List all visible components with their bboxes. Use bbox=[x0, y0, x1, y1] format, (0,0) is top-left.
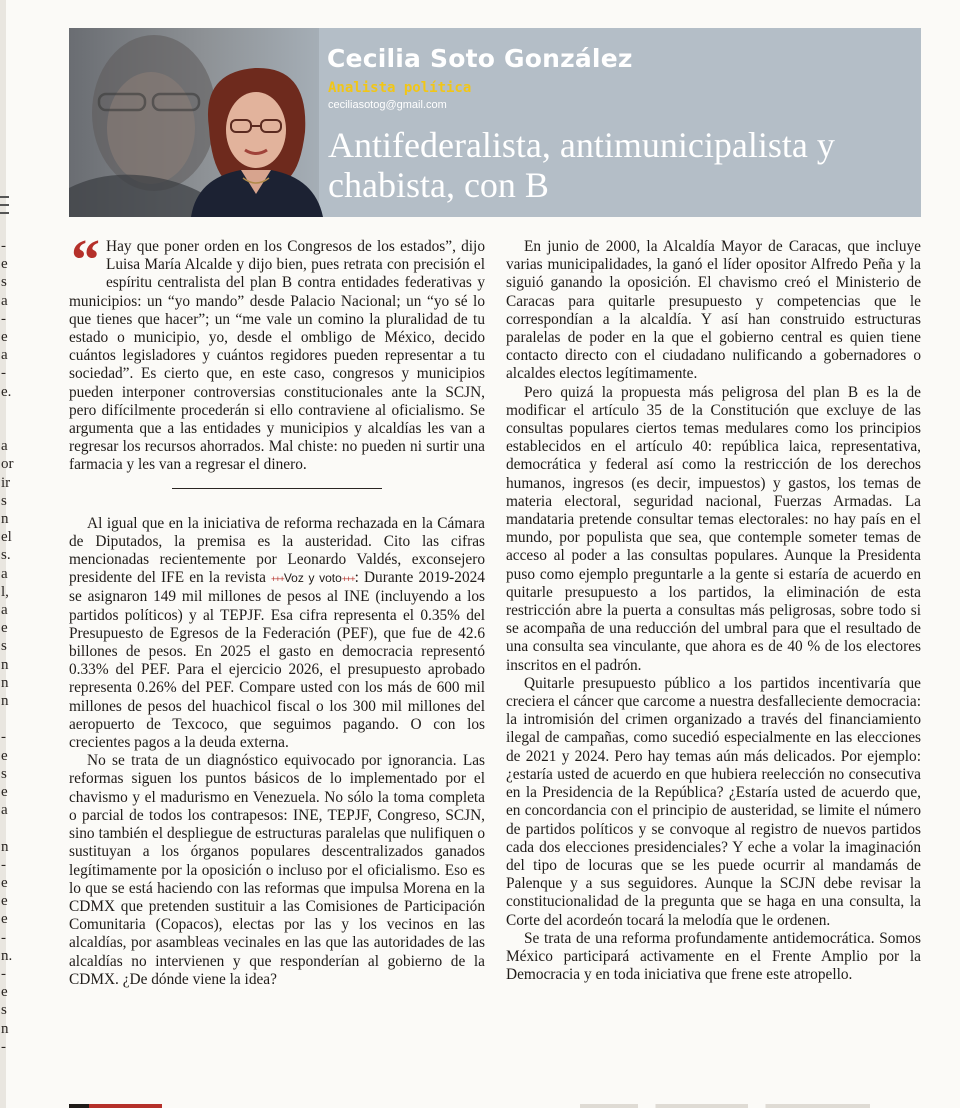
edge-fragment: - bbox=[1, 966, 6, 982]
edge-fragment: - bbox=[1, 365, 6, 382]
paragraph: En junio de 2000, la Alcaldía Mayor de Caracas, que incluye varias municipalidades, la ganó el líder opositor Alfredo Peña y la siguió ganando la oposición. El chavismo creó el Ministerio de Caracas para quitarle presupuesto y competencias que le correspondían a la alcaldía. Y así han construido estructuras paralelas de poder en la que el gobierno central es quien tiene contacto directo con el ciudadano nulificando a gobernadores o alcaldes electos legítimamente. bbox=[506, 238, 921, 383]
footer-cropped-text bbox=[580, 1104, 870, 1108]
edge-fragment: - bbox=[1, 1038, 6, 1055]
author-email[interactable]: ceciliasotog@gmail.com bbox=[328, 99, 447, 111]
edge-fragment: ir bbox=[1, 474, 11, 491]
edge-fragment: a bbox=[1, 602, 8, 618]
edge-fragment: e bbox=[1, 256, 8, 273]
paragraph bbox=[69, 515, 485, 753]
edge-fragment: e bbox=[1, 893, 8, 910]
author-photo-icon bbox=[181, 54, 331, 217]
edge-fragment: a bbox=[1, 438, 8, 455]
edge-fragment: or bbox=[1, 456, 14, 473]
edge-fragment: e bbox=[1, 329, 8, 345]
footer-rule bbox=[69, 1104, 162, 1108]
edge-fragment: - bbox=[1, 729, 6, 746]
article-column-right bbox=[506, 238, 921, 984]
edge-fragment: a bbox=[1, 292, 8, 309]
edge-fragment: e bbox=[1, 747, 8, 764]
lead-paragraph-text: Hay que poner orden en los Congresos de los estados”, dijo Luisa María Alcalde y dijo bien, pues retrata con precisión el espíritu centralista del plan B contra entidades federativas y municipios: un “yo mando” desde Palacio Nacional; un “yo sé lo que tienes que hacer”; un “me vale un comino la pluralidad de tu estado o municipio, yo, desde el ombligo de México, decido cuántos legisladores y cuántos regidores pueden representar a tu sociedad”. Es cierto que, en este caso, congresos y municipios pueden interponer controversias constitucionales ante la SCJN, pero difícilmente procederán si ello contraviene al oficialismo. Se argumenta que a las entidades y municipios y alcaldías les van a regresar los recursos ahorrados. Mal chiste: no pueden ni surtir una farmacia y les van a regresar el dinero. bbox=[69, 238, 485, 474]
lead-paragraph bbox=[69, 227, 485, 475]
article-column-left bbox=[69, 227, 485, 989]
paragraph-text: : Durante 2019-2024 se asignaron 149 mil millones de pesos al INE (incluyendo a los partidos políticos) y al TEPJF. Esa cifra representa el 0.35% del Presupuesto de Egresos de la Federación (PEF), que fue de 42.6 billones de pesos. En 2025 el gasto en democracia representó 0.33% del PEF. Para el ejercicio 2026, el presupuesto aprobado representa 0.26% del PEF. Compare usted con los más de 600 mil millones de pesos del huachicol fiscal o los 300 mil millones del aeropuerto de Texcoco, que seguimos pagando. O con los crecientes pagos a la deuda externa. bbox=[69, 569, 485, 752]
edge-fragment: el bbox=[1, 529, 12, 546]
adjacent-column-edge bbox=[0, 0, 14, 1108]
edge-fragment: - bbox=[1, 238, 6, 254]
paragraph: No se trata de un diagnóstico equivocado por ignorancia. Las reformas siguen los puntos básicos de lo implementado por el chavismo y el madurismo en Venezuela. No sólo la toma completa o parcial de todos los contrapesos: INE, TEPJF, Congreso, SCJN, sino también el despliegue de estructuras paralelas que nulifiquen o sustituyan a los órganos populares descentralizados ganados legítimamente por la oposición o incluso por el oficialismo. Eso es lo que se está haciendo con las reformas que impulsa Morena en la CDMX que pretenden sustituir a las Comisiones de Participación Comunitaria (Copacos), electas por las y los vecinos en las alcaldías, por asambleas vecinales en las que las autoridades de las alcaldías no intervienen y que responderían al gobierno de la CDMX. ¿De dónde viene la idea? bbox=[69, 752, 485, 988]
edge-fragment: s. bbox=[1, 547, 11, 564]
brand-name: Voz y voto bbox=[283, 571, 342, 586]
edge-fragment: - bbox=[1, 856, 6, 873]
edge-fragment: s bbox=[1, 638, 7, 655]
edge-fragment: n bbox=[1, 511, 9, 527]
edge-fragment: e bbox=[1, 875, 8, 891]
edge-fragment: a bbox=[1, 802, 8, 819]
menu-icon bbox=[0, 196, 9, 214]
edge-fragment: e bbox=[1, 620, 8, 637]
edge-fragment: e bbox=[1, 911, 8, 928]
edge-fragment: e. bbox=[1, 383, 12, 400]
paragraph: Quitarle presupuesto público a los partidos incentivaría que creciera el cáncer que carcome a nuestra desfalleciente democracia: la intromisión del crimen organizado a través del financiamiento ilegal de campañas, como sucedió especialmente en las elecciones de 2021 y 2024. Pero hay temas aún más delicados. Por ejemplo: ¿estaría usted de acuerdo en que hubiera reelección no consecutiva en la Presidencia de la República? ¿Estaría usted de acuerdo que, en concordancia con el principio de austeridad, se limite el número de partidos políticos y se convoque al registro de nuevos partidos cada dos elecciones presidenciales? Y eche a volar la imaginación del tipo de locuras que se les puede ocurrir al mandamás de Palenque y a sus seguidores. Aunque la SCJN debe revisar la constitucionalidad de la pregunta que se haga en una consulta, la Corte del acordeón tocará la melodía que le ordenen. bbox=[506, 674, 921, 929]
column-header bbox=[69, 28, 921, 217]
paragraph: Pero quizá la propuesta más peligrosa del plan B es la de modificar el artículo 35 de la Constitución que excluye de las consultas populares ciertos temas medulares como los principios establecidos en el artículo 40: república laica, representativa, democrática y federal así como la restricción de los derechos humanos, ingresos (es decir, impuestos) y gastos, los temas de materia electoral, seguridad nacional, Fuerzas Armadas. La mandataria pretende consultar temas electorales: no hay país en el mundo, por populista que sea, que contemple someter temas de acceso al poder a las consultas populares. Aunque la Presidenta puso como ejemplo preguntarle a la gente si estaría de acuerdo en quitarle presupuesto a los partidos, la eliminación de esta restricción abre la puerta a consultas más peligrosas, sobre todo si se acompaña de una reducción del umbral para que el resultado de una consulta sea vinculante, que ahora es de 40 % de los electores inscritos en el padrón. bbox=[506, 383, 921, 674]
edge-fragment: s bbox=[1, 765, 7, 782]
edge-fragment: n bbox=[1, 693, 9, 709]
section-divider bbox=[172, 488, 382, 489]
edge-fragment: s bbox=[1, 1002, 7, 1019]
edge-fragment: - bbox=[1, 310, 6, 327]
edge-fragment: a bbox=[1, 565, 8, 582]
edge-fragment: a bbox=[1, 347, 8, 364]
edge-fragment: e bbox=[1, 784, 8, 800]
author-role: Analista política bbox=[328, 80, 472, 96]
edge-fragment: s bbox=[1, 274, 7, 291]
brand-ornament: +++ bbox=[341, 574, 355, 585]
edge-fragment: n bbox=[1, 656, 9, 673]
article-headline: Antifederalista, antimunicipalista y chabista, con B bbox=[328, 125, 835, 205]
magazine-brand bbox=[271, 571, 355, 585]
edge-fragment: s bbox=[1, 492, 7, 509]
edge-fragment: n bbox=[1, 674, 9, 691]
edge-fragment: l, bbox=[1, 583, 9, 600]
author-name: Cecilia Soto González bbox=[327, 44, 633, 73]
edge-fragment: n. bbox=[1, 947, 13, 964]
edge-fragment: n bbox=[1, 838, 9, 855]
quote-mark-icon: “ bbox=[71, 227, 100, 292]
edge-fragment: e bbox=[1, 984, 8, 1001]
edge-fragment: n bbox=[1, 1020, 9, 1037]
edge-fragment: - bbox=[1, 929, 6, 946]
brand-ornament: +++ bbox=[271, 574, 284, 585]
paragraph: Se trata de una reforma profundamente antidemocrática. Somos México participará activamente en el Frente Amplio por la Democracia y en toda iniciativa que frene este atropello. bbox=[506, 929, 921, 984]
paragraph-text: Al igual que en la iniciativa de reforma rechazada en la Cámara de Diputados, la premisa es la austeridad. Cito las cifras mencionadas recientemente por Leonardo Valdés, exconsejero presidente del IFE en la revista bbox=[69, 514, 485, 587]
